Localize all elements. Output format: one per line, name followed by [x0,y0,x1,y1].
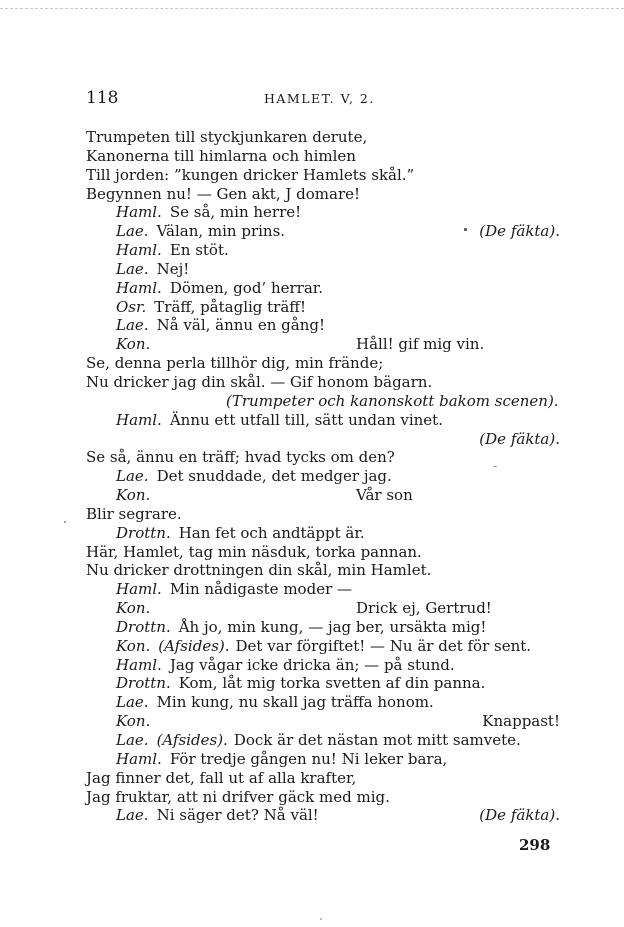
speaker-name: Kon. [116,335,151,354]
speaker-name: Haml. [116,241,162,260]
text-line [86,392,560,411]
text-line [86,580,560,599]
text-line [86,279,560,298]
stage-direction: (De fäkta). [479,222,560,241]
line-text: Dock är det nästan mot mitt samvete. [233,731,521,749]
aside-direction: (Afsides). [158,636,230,655]
speaker-name: Lae. [116,731,149,749]
line-text: Ännu ett utfall till, sätt undan vinet. [169,410,443,429]
speaker-name: Lae. [116,467,149,486]
text-line [86,241,560,260]
speaker-name: Haml. [116,278,162,297]
text-line [86,788,560,807]
text-line [86,599,560,618]
line-text: Välan, min prins. [156,222,286,241]
text-line [86,373,560,392]
line-text: Se, denna perla tillhör dig, min frände; [86,354,384,373]
text-line [86,222,560,241]
line-text: En stöt. [169,241,229,260]
text-line [86,260,560,279]
continued-speech: Vår son [356,486,413,505]
speaker-name: Kon. [116,712,151,731]
continued-speech: Knappast! [482,712,560,731]
text-line [86,166,560,185]
line-text: Jag finner det, fall ut af alla krafter, [86,768,357,787]
text-line [86,467,560,486]
text-line [86,411,560,430]
text-line [86,316,560,335]
line-text: Han fet och andtäppt är. [178,523,365,542]
line-text: Min nådigaste moder — [169,580,353,599]
line-text: Min kung, nu skall jag träffa honom. [156,693,434,712]
line-text: Kom, låt mig torka svetten af din panna. [178,674,486,693]
text-line [86,430,560,449]
stage-direction: (Trumpeter och kanonskott bakom scenen). [226,391,559,410]
line-text: Nej! [156,259,190,278]
text-line [86,486,560,505]
speaker-name: Kon. [116,599,151,618]
ink-speck [320,918,322,920]
text-line [86,298,560,317]
speaker-name: Lae. [116,222,149,241]
text-line [86,335,560,354]
running-title: HAMLET. V, 2. [264,91,375,106]
text-line [86,561,560,580]
speaker-name: Lae. [116,259,149,278]
stage-direction: (De fäkta). [479,806,560,825]
text-line [86,637,560,656]
play-text [86,128,560,825]
signature-number: 298 [519,836,551,854]
speaker-name: Osr. [116,297,147,316]
speaker-name: Drottn. [116,674,171,693]
text-line [86,147,560,166]
line-text: Nå väl, ännu en gång! [156,316,325,335]
stage-direction: (De fäkta). [479,429,560,448]
line-text: Träff, påtaglig träff! [154,297,306,316]
line-text: Det var förgiftet! — Nu är det för sent. [235,636,532,655]
ink-speck [64,521,66,523]
line-text: Åh jo, min kung, — jag ber, ursäkta mig! [178,617,487,636]
line-text: Se så, ännu en träff; hvad tycks om den? [86,448,395,467]
line-text: Det snuddade, det medger jag. [156,467,392,486]
text-line [86,543,560,562]
line-text: Se så, min herre! [169,203,302,222]
line-text: För tredje gången nu! Ni leker bara, [169,749,448,768]
aside-direction: (Afsides). [156,731,228,749]
speaker-name: Haml. [116,410,162,429]
speaker-name: Lae. [116,693,149,712]
ink-speck [464,228,467,231]
speaker-name: Haml. [116,655,162,674]
text-line [86,524,560,543]
line-text: Ni säger det? Nå väl! [156,806,319,825]
line-text: Nu dricker jag din skål. — Gif honom bägarn. [86,372,433,391]
speaker-name: Haml. [116,749,162,768]
page-number: 118 [86,88,119,108]
line-text: Jag fruktar, att ni drifver gäck med mig. [86,787,390,806]
speaker-name: Lae. [116,316,149,335]
line-text: Trumpeten till styckjunkaren derute, [86,128,368,146]
text-line [86,185,560,204]
line-text: Begynnen nu! — Gen akt, J domare! [86,184,361,203]
text-line [86,806,560,825]
speaker-name: Haml. [116,203,162,222]
text-line [86,656,560,675]
text-line [86,712,560,731]
text-line [86,505,560,524]
line-text: Dömen, god’ herrar. [169,278,324,297]
speaker-name: Lae. [116,806,149,825]
continued-speech: Drick ej, Gertrud! [356,599,492,618]
text-line [86,128,560,147]
line-text: Till jorden: ”kungen dricker Hamlets skål.” [86,165,415,184]
line-text: Kanonerna till himlarna och himlen [86,146,356,165]
page-header [86,88,526,112]
text-line [86,769,560,788]
speaker-name: Kon. [116,486,151,505]
line-text: Nu dricker drottningen din skål, min Hamlet. [86,561,432,580]
text-line [86,693,560,712]
text-line [86,448,560,467]
text-line [86,354,560,373]
speaker-name: Drottn. [116,523,171,542]
line-text: Här, Hamlet, tag min näsduk, torka pannan. [86,542,422,561]
speaker-name: Kon. [116,636,151,655]
line-text: Jag vågar icke dricka än; — på stund. [169,655,455,674]
page-top-edge [0,8,624,9]
text-line [86,618,560,637]
text-line [86,674,560,693]
ink-speck [493,466,497,467]
speaker-name: Drottn. [116,617,171,636]
text-line [86,750,560,769]
speaker-name: Haml. [116,580,162,599]
line-text: Blir segrare. [86,504,182,523]
text-line [86,203,560,222]
continued-speech: Håll! gif mig vin. [356,335,485,354]
text-line [86,731,560,750]
